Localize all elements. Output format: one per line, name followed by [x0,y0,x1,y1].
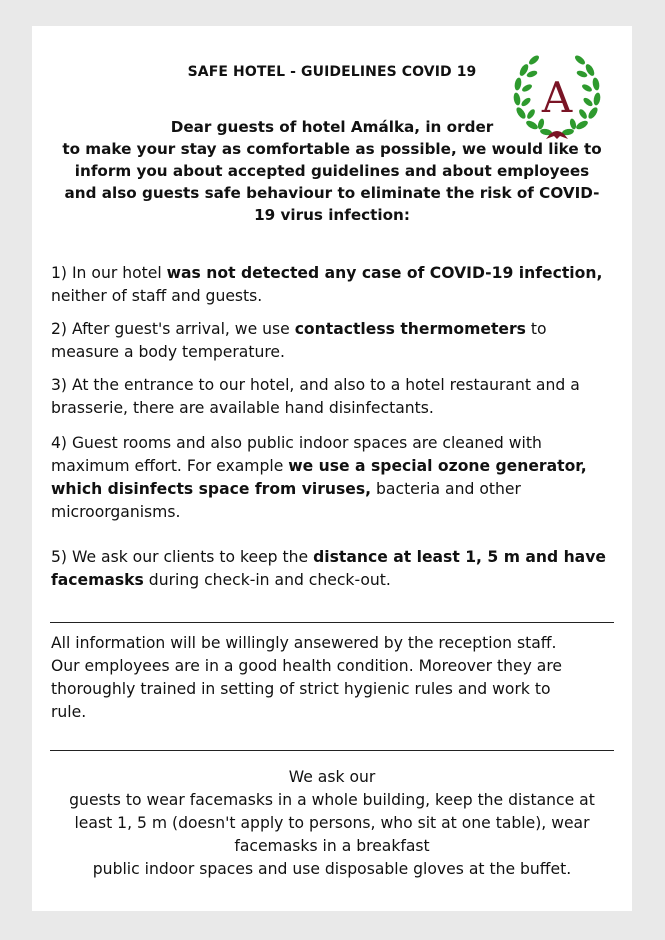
intro-line: 19 virus infection: [254,206,410,224]
guideline-item-3 [51,374,619,420]
divider-line [50,622,614,623]
item-text: to [525,320,547,338]
info-line: thoroughly trained in setting of strict hygienic rules and work to [51,680,551,698]
item-emphasis: distance at least 1, 5 m and have [313,548,606,566]
info-line: Our employees are in a good health condition. Moreover they are [51,657,562,675]
closing-paragraph [40,766,624,881]
item-text: 5) We ask our clients to keep the [51,548,314,566]
item-emphasis: we use a special ozone generator, [288,457,587,475]
closing-line: facemasks in a breakfast [234,837,430,855]
info-line: All information will be willingly ansewered by the reception staff. [51,634,557,652]
info-line: rule. [51,703,87,721]
guideline-item-1 [51,262,619,308]
intro-paragraph [40,116,624,226]
item-text: during check-in and check-out. [143,571,391,589]
closing-line: least 1, 5 m (doesn't apply to persons, who sit at one table), wear [74,814,590,832]
closing-line: We ask our [288,768,376,786]
guidelines-sheet [32,26,632,911]
item-text: 4) Guest rooms and also public indoor spaces are cleaned with [51,434,542,452]
closing-line: guests to wear facemasks in a whole building, keep the distance at [69,791,595,809]
item-text: brasserie, there are available hand disinfectants. [51,399,434,417]
intro-line: and also guests safe behaviour to eliminate the risk of COVID- [64,184,600,202]
item-text: microorganisms. [51,503,181,521]
logo-monogram: A [541,73,573,122]
guideline-item-5 [51,546,619,592]
item-emphasis: was not detected any case of COVID-19 infection, [166,264,603,282]
guideline-item-2 [51,318,619,364]
item-emphasis: contactless thermometers [294,320,526,338]
intro-line: to make your stay as comfortable as possible, we would like to [62,140,602,158]
item-text: bacteria and other [371,480,521,498]
info-paragraph [51,632,619,724]
item-emphasis: facemasks [51,571,144,589]
page-title: SAFE HOTEL - GUIDELINES COVID 19 [187,64,477,80]
item-text: 2) After guest's arrival, we use [51,320,295,338]
item-emphasis: which disinfects space from viruses, [51,480,372,498]
intro-line: inform you about accepted guidelines and about employees [74,162,590,180]
item-text: maximum effort. For example [51,457,289,475]
guideline-item-4 [51,432,619,524]
item-text: measure a body temperature. [51,343,285,361]
item-text: 3) At the entrance to our hotel, and also to a hotel restaurant and a [51,376,580,394]
intro-line: Dear guests of hotel Amálka, in order [170,118,494,136]
divider-line [50,750,614,751]
item-text: neither of staff and guests. [51,287,263,305]
item-text: 1) In our hotel [51,264,167,282]
closing-line: public indoor spaces and use disposable gloves at the buffet. [92,860,572,878]
